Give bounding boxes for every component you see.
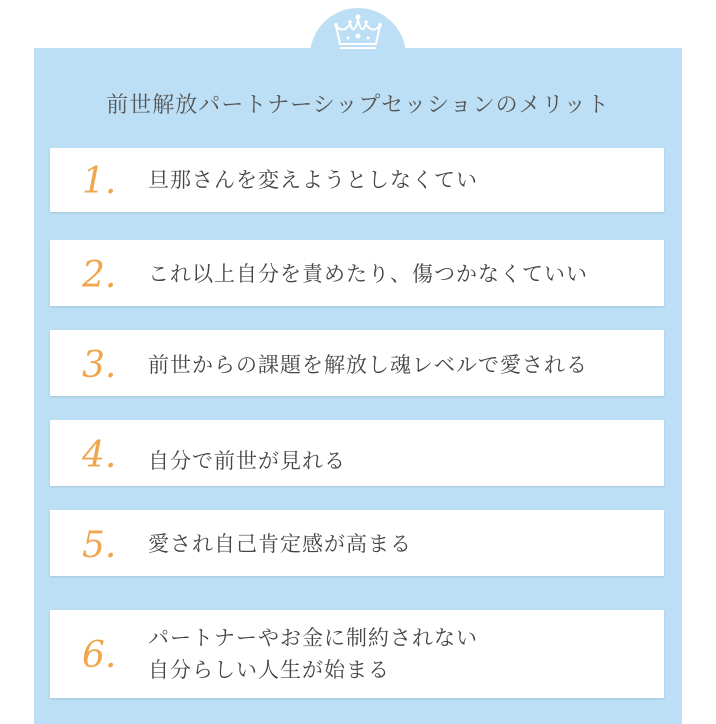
list-item-5 [50, 510, 664, 576]
item-number: 1. [82, 161, 117, 202]
list-item-2 [50, 240, 664, 306]
item-text: 前世からの課題を解放し魂レベルで愛される [148, 353, 588, 377]
list-item-6 [50, 610, 664, 698]
list-item-3 [50, 330, 664, 396]
item-text-line-2: 自分らしい人生が始まる [148, 658, 390, 682]
item-text: 自分で前世が見れる [148, 449, 346, 473]
item-number: 5. [82, 525, 117, 566]
item-text: これ以上自分を責めたり、傷つかなくていい [148, 262, 588, 286]
item-text-line-1: パートナーやお金に制約されない [148, 626, 478, 650]
item-text: 愛され自己肯定感が高まる [148, 532, 412, 556]
item-number: 6. [82, 635, 117, 676]
list-item-1 [50, 148, 664, 212]
crown-icon [330, 10, 386, 54]
item-number: 2. [82, 255, 117, 296]
item-number: 4. [82, 435, 117, 476]
item-text: 旦那さんを変えようとしなくてい [148, 168, 478, 192]
item-number: 3. [82, 345, 117, 386]
page-title: 前世解放パートナーシップセッションのメリット [106, 93, 610, 118]
list-item-4 [50, 420, 664, 486]
